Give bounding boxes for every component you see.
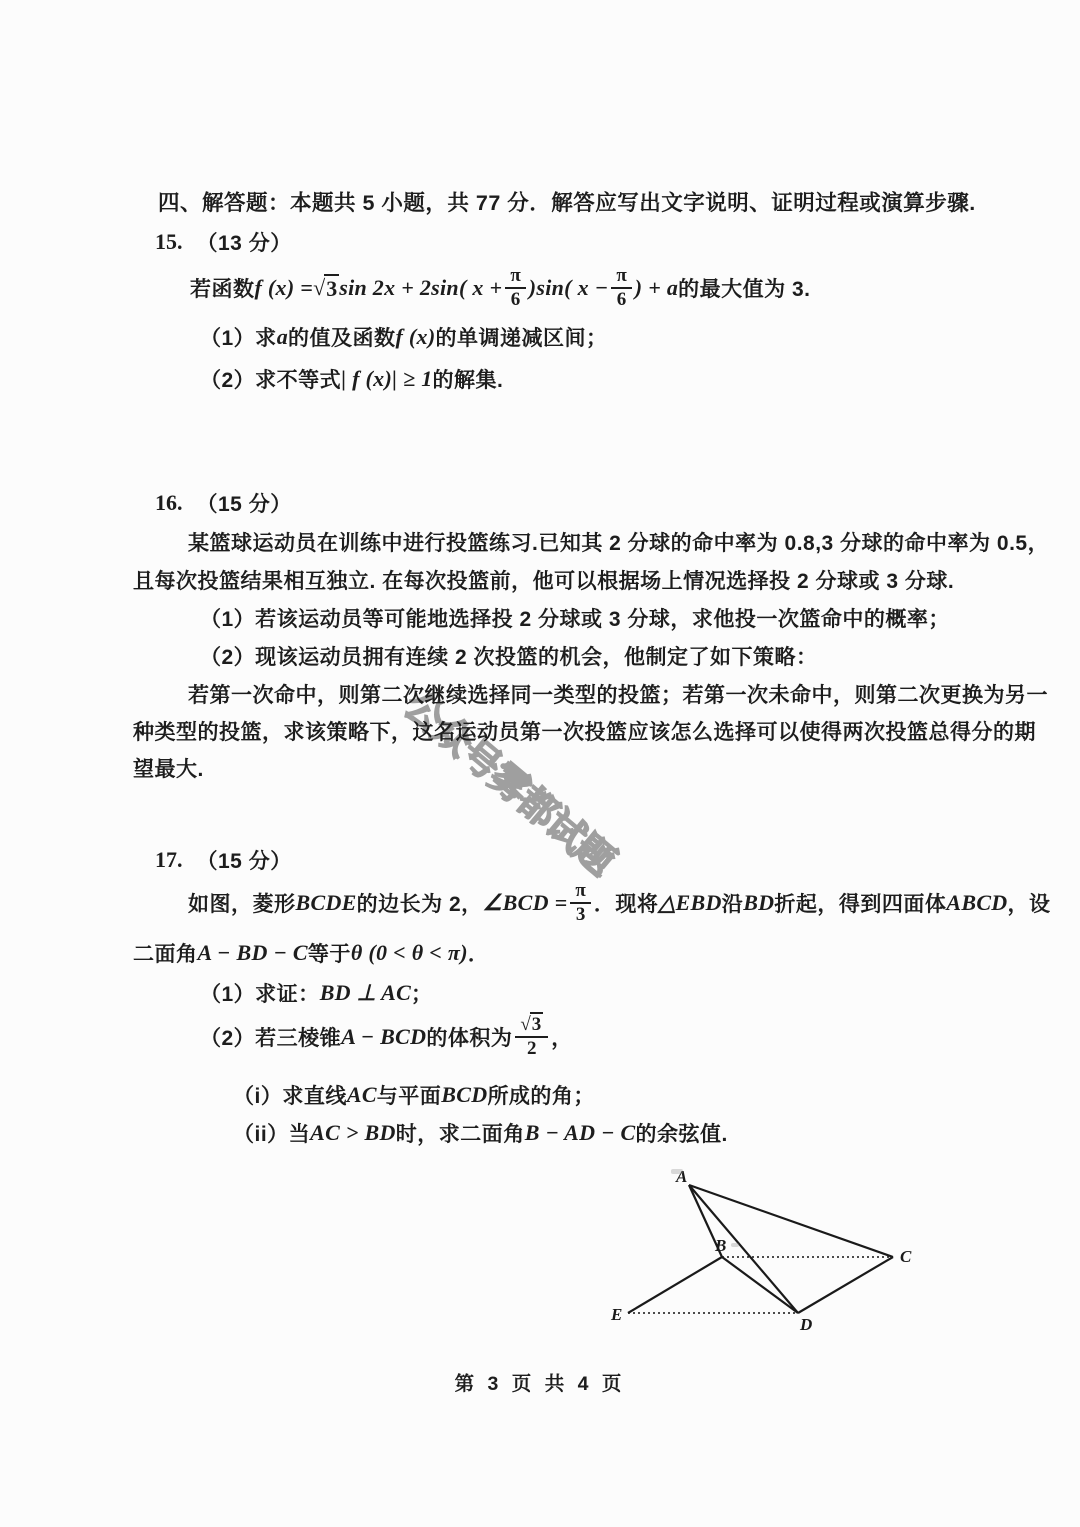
vertex-label-d: D — [800, 1315, 813, 1334]
text: 的最大值为 3. — [678, 278, 811, 301]
math: △EBD — [658, 890, 722, 915]
q17-part2 — [200, 1006, 573, 1068]
text: 种类型的投篮，求该策略下，这名运动员第一次投篮应该怎么选择可以使得两次投篮总得分的期 — [133, 721, 1036, 744]
scan-artifact — [671, 1169, 683, 1174]
text: 的边长为 2， — [356, 893, 483, 916]
edge-CD — [798, 1257, 893, 1313]
text: 若函数 — [190, 278, 255, 301]
q15-number: 15. — [155, 229, 183, 254]
q16-strategy-line2 — [133, 716, 1036, 746]
fraction-sqrt3-2 — [515, 1015, 548, 1060]
math: AC — [346, 1082, 377, 1107]
q16-header — [155, 488, 292, 518]
text: 若第一次命中，则第二次继续选择同一类型的投篮；若第一次未命中，则第二次更换为另一 — [188, 684, 1048, 707]
tetrahedron-figure — [593, 1158, 933, 1338]
text: （ii）当 — [233, 1123, 311, 1146]
text: 与平面 — [376, 1085, 442, 1108]
q16-part2 — [200, 641, 818, 671]
section-heading-text: 四、解答题：本题共 5 小题，共 77 分．解答应写出文字说明、证明过程或演算步骤. — [158, 191, 976, 215]
fraction-denominator: 2 — [527, 1037, 537, 1059]
q17-points: （15 分） — [196, 850, 292, 873]
fraction-numerator: π — [570, 881, 590, 904]
math: )sin( x − — [528, 275, 609, 300]
q16-points: （15 分） — [196, 493, 292, 516]
fraction-numerator: π — [611, 266, 631, 289]
vertex-label-a: A — [676, 1167, 688, 1186]
radicand: 3 — [531, 1013, 542, 1035]
q15-header — [155, 227, 292, 257]
text: ，设 — [1007, 893, 1051, 916]
page-footer: 第 3 页 共 4 页 — [454, 1373, 626, 1395]
fraction-numerator: π — [505, 266, 525, 289]
text: （2）求不等式 — [200, 369, 342, 392]
text: （1）求证： — [200, 983, 320, 1006]
math: a — [276, 324, 288, 349]
fraction-pi-6 — [505, 266, 525, 311]
text: 等于 — [307, 943, 351, 966]
text: （1）求 — [200, 327, 277, 350]
vertex-label-e: E — [611, 1305, 623, 1324]
scan-artifact — [731, 1243, 739, 1247]
q15-points: （13 分） — [196, 232, 292, 255]
text: 某篮球运动员在训练中进行投篮练习.已知其 2 分球的命中率为 0.8,3 分球的命中率为 0.5， — [188, 532, 1050, 555]
edge-BD — [722, 1257, 798, 1313]
q17-part2-ii — [233, 1118, 728, 1148]
math: ∠BCD = — [482, 890, 568, 915]
text: 的值及函数 — [288, 327, 396, 350]
text: 时，求二面角 — [395, 1123, 525, 1146]
edge-BE — [628, 1257, 722, 1313]
q17-number: 17. — [155, 847, 183, 872]
q16-strategy-line3 — [133, 753, 204, 783]
section-heading — [158, 186, 976, 217]
math: f (x) — [395, 324, 436, 349]
math: BD — [743, 890, 775, 915]
q15-part2 — [200, 364, 503, 394]
q16-para-line1 — [188, 527, 1049, 557]
fraction-pi-3 — [570, 881, 590, 926]
math: B − AD − C — [524, 1120, 636, 1145]
text: ． — [467, 943, 490, 966]
radical-sign: √ — [313, 275, 326, 300]
text: 的解集. — [432, 369, 504, 392]
q17-intro-line1 — [188, 874, 1050, 932]
fraction-denominator: 3 — [575, 903, 586, 925]
math: AC > BD — [310, 1120, 396, 1145]
fraction-denominator: 6 — [510, 288, 521, 310]
text: （i）求直线 — [233, 1085, 347, 1108]
q16-para-line2 — [133, 565, 954, 595]
text: ， — [551, 1027, 573, 1050]
q15-formula-line — [190, 258, 811, 318]
text: 的体积为 — [426, 1027, 513, 1050]
math: A − BD − C — [197, 940, 308, 965]
text: 的余弦值. — [635, 1123, 728, 1146]
math: BD ⊥ AC — [319, 980, 412, 1005]
q17-intro-line2 — [133, 938, 489, 968]
text: ； — [411, 983, 433, 1006]
q16-part1 — [200, 603, 950, 633]
q17-part1 — [200, 978, 433, 1008]
math-fx: f (x) = — [254, 275, 314, 300]
text: （1）若该运动员等可能地选择投 2 分球或 3 分球，求他投一次篮命中的概率； — [200, 608, 950, 631]
text: 如图，菱形 — [188, 893, 296, 916]
math: θ (0 < θ < π) — [350, 940, 468, 965]
math: ) + a — [634, 275, 679, 300]
fraction-pi-6 — [611, 266, 631, 311]
text: 沿 — [721, 893, 744, 916]
watermark-text: 公众号雾都试题 — [395, 684, 622, 884]
text: 且每次投篮结果相互独立. 在每次投篮前，他可以根据场上情况选择投 2 分球或 3 分球. — [133, 570, 955, 593]
text: （2）若三棱锥 — [200, 1027, 342, 1050]
fraction-numerator — [515, 1015, 548, 1038]
vertex-label-c: C — [900, 1247, 912, 1266]
text: 折起，得到四面体 — [774, 893, 947, 916]
q17-header — [155, 845, 292, 875]
text: （2）现该运动员拥有连续 2 次投篮的机会，他制定了如下策略： — [200, 646, 818, 669]
math: | f (x)| ≥ 1 — [341, 366, 433, 391]
math: BCDE — [295, 890, 357, 915]
q17-part2-i — [233, 1080, 595, 1110]
math: A − BCD — [341, 1024, 427, 1049]
radicand: 3 — [326, 276, 338, 301]
q15-part1 — [200, 322, 607, 352]
text: 的单调递减区间； — [435, 327, 608, 350]
text: ．现将 — [593, 893, 659, 916]
q16-number: 16. — [155, 490, 183, 515]
radical-sign: √ — [520, 1013, 531, 1035]
vertex-label-b: B — [715, 1236, 727, 1255]
text: 所成的角； — [487, 1085, 595, 1108]
q16-strategy-line1 — [188, 679, 1048, 709]
math: ABCD — [946, 890, 1008, 915]
fraction-denominator: 6 — [616, 288, 627, 310]
text: 二面角 — [133, 943, 198, 966]
math: BCD — [441, 1082, 488, 1107]
text: 望最大. — [133, 758, 204, 781]
math: sin 2x + 2sin( x + — [339, 275, 503, 300]
